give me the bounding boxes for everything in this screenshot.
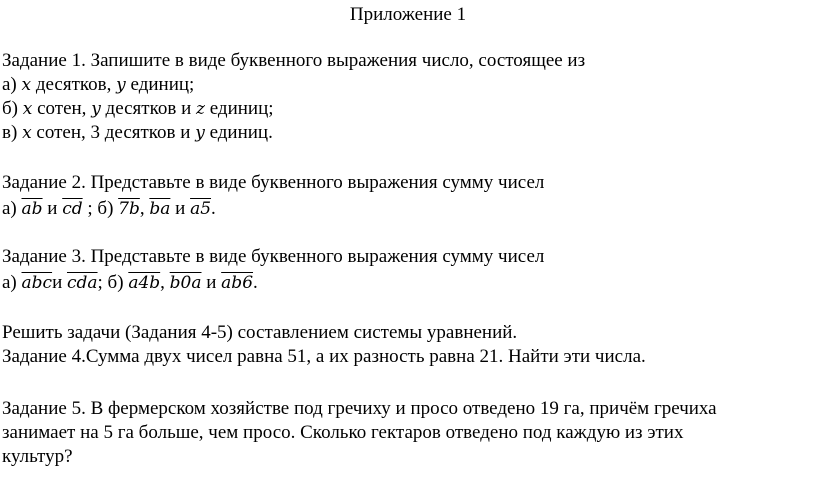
item-text: единиц. (204, 122, 273, 143)
item-prefix: б) (2, 98, 23, 119)
item-text: сотен, 3 десятков и (31, 122, 196, 143)
item-text: и (52, 272, 67, 293)
item-text: , (160, 272, 170, 293)
math-var: x (22, 123, 32, 143)
item-text: , (139, 198, 150, 219)
number-overline: b0a (169, 273, 202, 293)
item-text: ; б) (97, 272, 129, 293)
number-overline: $\overline{abc}$ (21, 273, 53, 293)
number-overline: ab6 (221, 273, 254, 293)
task2-items (2, 198, 216, 220)
item-text: единиц; (125, 74, 195, 95)
number-overline: 7b (118, 199, 140, 219)
item-prefix: а) (2, 272, 22, 293)
math-var: y (91, 99, 101, 119)
item-text: . (253, 272, 258, 293)
item-text: ; б) (82, 198, 119, 219)
number-overline: $\overline{cda}$ (66, 273, 98, 293)
task2-heading: Задание 2. Представьте в виде буквенного выражения сумму чисел (2, 172, 545, 193)
item-prefix: в) (2, 122, 23, 143)
task5-line1: Задание 5. В фермерском хозяйстве под гречиху и просо отведено 19 га, причём гречиха (2, 398, 717, 419)
item-text: единиц; (204, 98, 274, 119)
number-overline: a4b (128, 273, 161, 293)
task1-item-c (2, 122, 273, 144)
system-intro: Решить задачи (Задания 4-5) составлением системы уравнений. (2, 322, 518, 343)
page-title: Приложение 1 (349, 4, 467, 25)
math-var: y (195, 123, 205, 143)
item-text: десятков, (31, 74, 117, 95)
item-text: и (42, 198, 63, 219)
item-text: десятков и (100, 98, 197, 119)
item-text: и (201, 272, 222, 293)
math-var: x (21, 75, 32, 95)
task3-heading: Задание 3. Представьте в виде буквенного выражения сумму чисел (2, 246, 545, 267)
item-text: . (211, 198, 216, 219)
task5-line2: занимает на 5 га больше, чем просо. Сколько гектаров отведено под каждую из этих (2, 422, 684, 443)
task1-item-b (2, 98, 274, 120)
number-overline: $\overline{ba}$ (149, 199, 171, 219)
math-var: y (116, 75, 126, 95)
task4-text: Задание 4.Сумма двух чисел равна 51, а их разность равна 21. Найти эти числа. (2, 346, 646, 367)
task1-heading: Задание 1. Запишите в виде буквенного выражения число, состоящее из (2, 50, 586, 71)
math-var: z (196, 99, 205, 119)
number-overline: a5 (190, 199, 212, 219)
number-overline: $\overline{ab}$ (21, 199, 43, 219)
task5-line3: культур? (2, 446, 73, 467)
item-prefix: а) (2, 198, 22, 219)
math-var: x (22, 99, 33, 119)
item-prefix: а) (2, 74, 22, 95)
task3-items (2, 272, 258, 294)
task1-item-a (2, 74, 194, 96)
item-text: сотен, (32, 98, 92, 119)
number-overline: $\overline{cd}$ (62, 199, 83, 219)
item-text: и (170, 198, 191, 219)
